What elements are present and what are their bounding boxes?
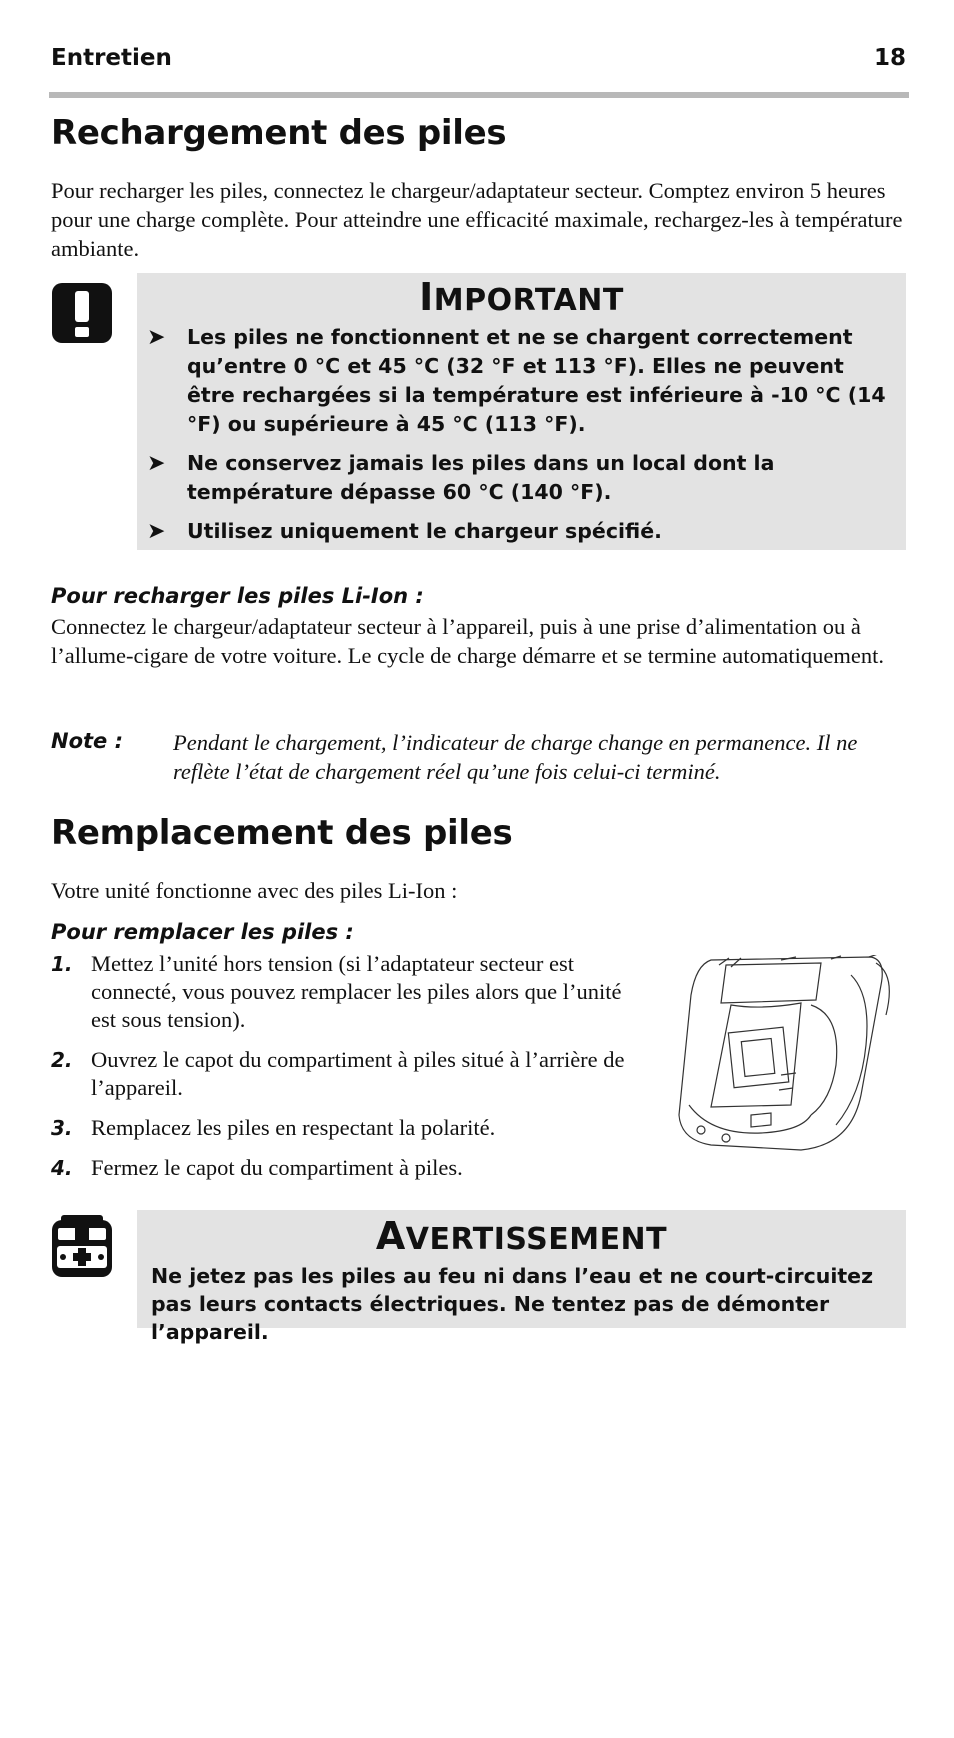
step-text: Ouvrez le capot du compartiment à piles situé à l’arrière de l’appareil. [91, 1047, 625, 1100]
heading-recharge: Rechargement des piles [51, 113, 507, 153]
warning-title-initial: A [375, 1214, 406, 1258]
liion-text: Connectez le chargeur/adaptateur secteur à l’appareil, puis à une prise d’alimentation ou à l’allume-cigare de votre voiture. Le cycle de charge démarre et se termine automatiquement. [51, 614, 884, 668]
warning-title-rest: VERTISSEMENT [405, 1222, 668, 1257]
liion-subhead: Pour recharger les piles Li-Ion : [51, 584, 424, 608]
important-title-rest: MPORTANT [433, 283, 624, 318]
note-text: Pendant le chargement, l’indicateur de charge change en permanence. Il ne reflète l’état de chargement réel qu’une fois celui-ci terminé. [173, 730, 858, 784]
replace-intro: Votre unité fonctionne avec des piles Li-Ion : [51, 878, 458, 903]
step-number: 4. [51, 1156, 73, 1180]
step-number: 2. [51, 1048, 73, 1072]
arrow-icon: ➤ [147, 451, 166, 476]
list-item [51, 1046, 631, 1102]
replace-subhead: Pour remplacer les piles : [51, 920, 354, 944]
page-number: 18 [873, 45, 906, 71]
step-text: Fermez le capot du compartiment à piles. [91, 1155, 463, 1180]
important-item-1: Les piles ne fonctionnent et ne se chargent correctement qu’entre 0 °C et 45 °C (32 °F et 113 °F). Elles ne peuvent être rechargées si la température est inférieure à -10 °C (14 °F) ou supérieure à 45 °C (113 °F). [187, 325, 886, 436]
step-text: Mettez l’unité hors tension (si l’adaptateur secteur est connecté, vous pouvez remplacer les piles alors que l’unité est sous tension). [91, 951, 622, 1032]
recharge-intro: Pour recharger les piles, connectez le chargeur/adaptateur secteur. Comptez environ 5 heures pour une charge complète. Pour atteindre une efficacité maximale, rechargez-les à température ambiante. [51, 178, 903, 261]
important-callout [137, 273, 906, 550]
header-rule [49, 92, 909, 98]
warning-title [137, 1214, 906, 1262]
list-item [51, 1114, 631, 1142]
list-item [137, 323, 888, 439]
important-item-3: Utilisez uniquement le chargeur spécifié. [187, 519, 662, 543]
arrow-icon: ➤ [147, 519, 166, 544]
list-item [137, 449, 888, 507]
step-number: 3. [51, 1116, 73, 1140]
warning-text: Ne jetez pas les piles au feu ni dans l’eau et ne court-circuitez pas leurs contacts électriques. Ne tentez pas de démonter l’appareil. [151, 1264, 874, 1344]
list-item [51, 950, 631, 1034]
arrow-icon: ➤ [147, 325, 166, 350]
important-item-2: Ne conservez jamais les piles dans un local dont la température dépasse 60 °C (140 °F). [187, 451, 775, 504]
important-title [137, 275, 906, 323]
ambulance-icon [51, 1214, 113, 1285]
important-title-initial: I [419, 275, 434, 319]
note-label: Note : [51, 729, 123, 753]
heading-replace: Remplacement des piles [51, 813, 513, 853]
replace-steps [51, 950, 631, 1194]
list-item [137, 517, 888, 546]
page-header [51, 45, 906, 75]
step-number: 1. [51, 952, 73, 976]
warning-callout [137, 1210, 906, 1344]
important-list [137, 323, 906, 546]
header-section-title: Entretien [51, 45, 172, 71]
list-item [51, 1154, 631, 1182]
step-text: Remplacez les piles en respectant la polarité. [91, 1115, 496, 1140]
exclamation-icon [51, 282, 113, 349]
battery-compartment-illustration [671, 955, 911, 1155]
